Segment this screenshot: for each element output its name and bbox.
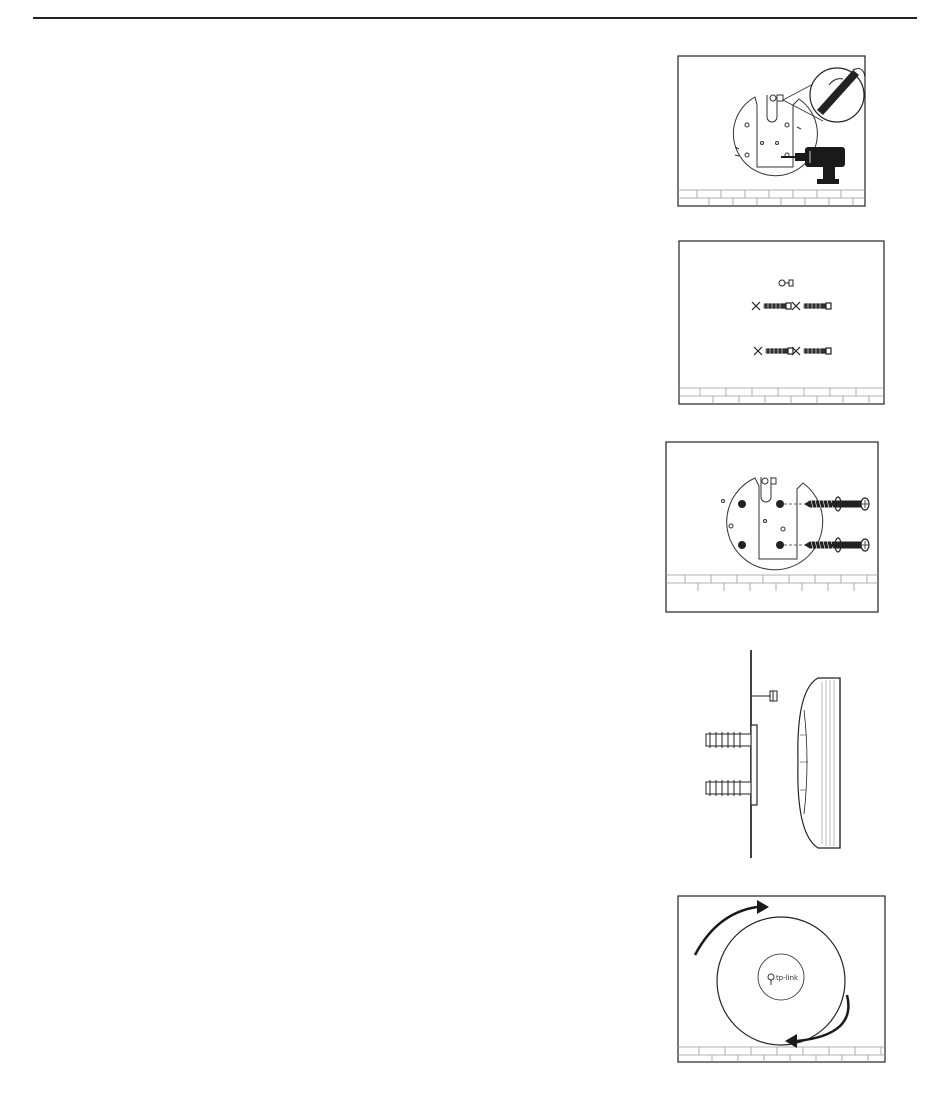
mount-side-view-figure (700, 650, 850, 862)
access-point-side (798, 678, 840, 848)
mark-and-drill-figure (677, 55, 866, 207)
attach-bracket-figure (665, 441, 880, 614)
ap-logo-text: tp-link (776, 974, 799, 982)
insert-anchors-figure (678, 240, 885, 405)
bracket-side (751, 725, 757, 805)
wall-anchors (706, 732, 751, 796)
rotate-to-lock-figure (677, 895, 887, 1064)
header-rule (33, 17, 917, 19)
